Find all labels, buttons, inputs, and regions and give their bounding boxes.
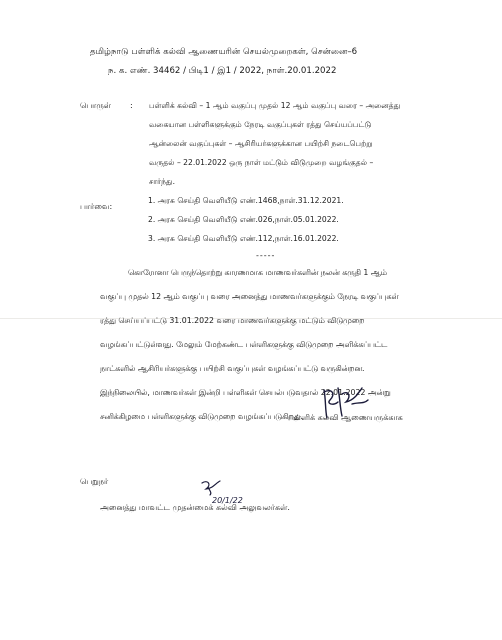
reference-label: பார்வை:	[80, 202, 113, 211]
body-line: வகுப்பு முதல் 12 ஆம் வகுப்பு வரை அனைத்து மாணவர்களுக்கும் நேரடி வகுப்புகள்	[100, 292, 399, 301]
body-line: வழங்கப்பட்டுள்ளது. மேலும் மேற்கண்ட பள்ளிகளுக்கு விடுமுறை அளிக்கப்பட்ட	[100, 340, 388, 349]
subject-line: ஆன்லைன் வகுப்புகள் – ஆசிரியர்களுக்கான பயிற்சி நடைபெற்று	[149, 139, 373, 148]
body-line: கொரோனா பெருந்தொற்று காரணமாக மாணவர்களின் நலன் கருதி 1 ஆம்	[128, 268, 387, 277]
subject-line: சார்ந்து.	[149, 177, 176, 186]
subject-line: வருதல் – 22.01.2022 ஒரு நாள் மட்டும் விடுமுறை வழங்குதல் –	[149, 158, 374, 167]
reference-item: 3. அரசு செய்தி வெளியீடு எண்.112,நாள்.16.01.2022.	[148, 234, 339, 243]
office-title: தமிழ்நாடு பள்ளிக் கல்வி ஆணையரின் செயல்முறைகள், சென்னை–6	[90, 47, 358, 57]
reference-item: 1. அரசு செய்தி வெளியீடு எண்.1468,நாள்.31.12.2021.	[148, 196, 344, 205]
body-line: இந்நிலையில், மாணவர்கள் இன்றி பள்ளிகள் செயல்படுவதால் 22.01.2022 அன்று	[100, 388, 391, 397]
recipient-label: பெறுநர்	[80, 477, 109, 486]
body-line: சனிக்கிழமை பள்ளிகளுக்கு விடுமுறை வழங்கப்படுகிறது.	[100, 412, 303, 421]
subject-label: பொருள்	[80, 101, 111, 110]
section-separator: -----	[256, 251, 276, 260]
body-line: ரத்து செய்யப்பட்டு 31.01.2022 வரை மாணவர்களுக்கு மட்டும் விடுமுறை	[100, 316, 365, 325]
initials-date: 20/1/22	[212, 496, 243, 505]
subject-line: வகையான பள்ளிகளுக்கும் நேரடி வகுப்புகள் ரத்து செய்யப்பட்டு	[149, 120, 372, 129]
recipient-value: அனைத்து மாவட்ட முதன்மைக் கல்வி அலுவலர்கள்.	[100, 503, 290, 512]
subject-line: பள்ளிக் கல்வி – 1 ஆம் வகுப்பு முதல் 12 ஆம் வகுப்பு வரை – அனைத்து	[149, 101, 401, 110]
body-line: நாட்களில் ஆசிரியர்களுக்கு பயிற்சி வகுப்புகள் வழங்கப்பட்டு வருகின்றன.	[100, 364, 365, 373]
reference-item: 2. அரசு செய்தி வெளியீடு எண்.026,நாள்.05.01.2022.	[148, 215, 339, 224]
subject-colon: :	[130, 101, 133, 110]
signature-designation: பள்ளிக் கல்வி ஆணையருக்காக	[288, 413, 403, 422]
reference-number: ந. க. எண். 34462 / பிடி1 / இ1 / 2022, நாள்.20.01.2022	[108, 66, 337, 76]
